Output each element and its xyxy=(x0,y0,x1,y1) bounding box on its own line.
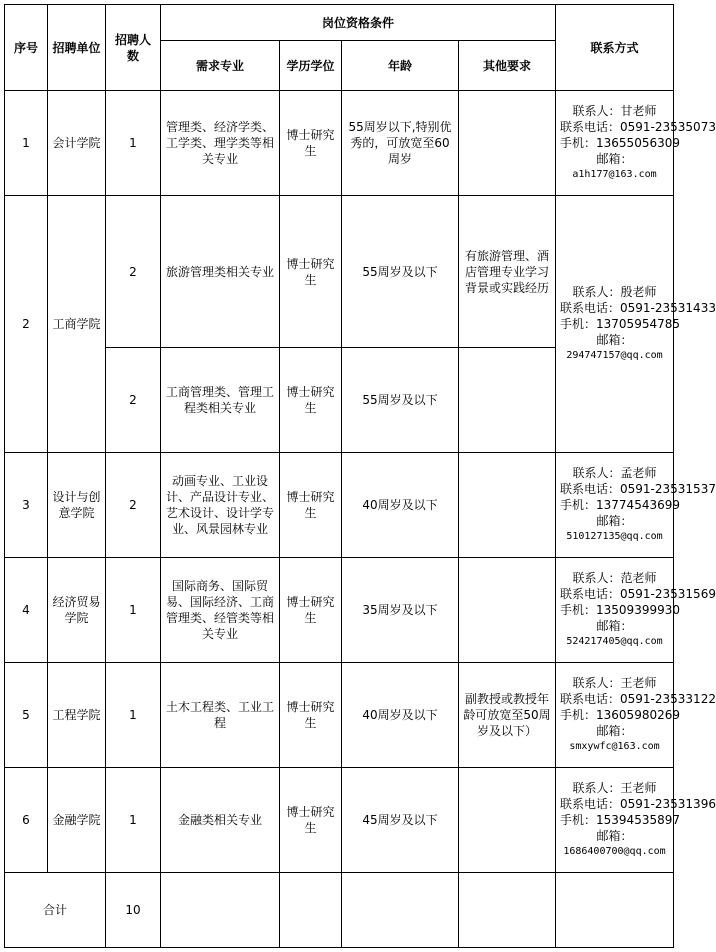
table-row xyxy=(5,196,674,348)
header-seq: 序号 xyxy=(5,5,48,91)
other-cell xyxy=(459,558,556,663)
contact-cell xyxy=(556,558,716,663)
empty-cell xyxy=(459,873,556,948)
major-cell: 国际商务、国际贸易、国际经济、工商管理类、经管类等相关专业 xyxy=(161,558,280,663)
unit-cell: 设计与创意学院 xyxy=(48,453,106,558)
contact-email: 1686400700@qq.com xyxy=(563,846,666,857)
total-count: 10 xyxy=(106,873,161,948)
count-cell: 2 xyxy=(106,348,161,453)
contact-phone: 联系电话：0591-23533122 xyxy=(560,692,716,706)
contact-phone: 联系电话：0591-23535073 xyxy=(560,120,716,134)
degree-cell: 博士研究生 xyxy=(280,91,342,196)
contact-email: smxywfc@163.com xyxy=(569,741,660,752)
total-row xyxy=(5,873,674,948)
count-cell: 1 xyxy=(106,91,161,196)
age-cell: 55周岁及以下 xyxy=(342,348,459,453)
contact-person: 联系人：王老师 xyxy=(572,676,657,690)
seq-cell: 4 xyxy=(5,558,48,663)
major-cell: 管理类、经济学类、工学类、理学类等相关专业 xyxy=(161,91,280,196)
degree-cell: 博士研究生 xyxy=(280,196,342,348)
seq-cell: 2 xyxy=(5,196,48,453)
header-major: 需求专业 xyxy=(161,41,280,91)
contact-email: 510127135@qq.com xyxy=(566,531,663,542)
age-cell: 35周岁及以下 xyxy=(342,558,459,663)
contact-person: 联系人：范老师 xyxy=(572,571,657,585)
table-row xyxy=(5,558,674,663)
degree-cell: 博士研究生 xyxy=(280,663,342,768)
header-other: 其他要求 xyxy=(459,41,556,91)
major-cell: 土木工程类、工业工程 xyxy=(161,663,280,768)
empty-cell xyxy=(556,873,674,948)
table-row xyxy=(5,663,674,768)
unit-cell: 会计学院 xyxy=(48,91,106,196)
count-cell: 1 xyxy=(106,558,161,663)
recruitment-table xyxy=(4,4,716,948)
contact-person: 联系人：王老师 xyxy=(572,781,657,795)
table-row xyxy=(5,453,674,558)
contact-email: a1h177@163.com xyxy=(572,169,657,180)
empty-cell xyxy=(161,873,280,948)
contact-email: 294747157@qq.com xyxy=(566,350,663,361)
age-cell: 55周岁以下,特别优秀的，可放宽至60周岁 xyxy=(342,91,459,196)
contact-cell xyxy=(556,663,716,768)
total-label: 合计 xyxy=(5,873,106,948)
contact-phone: 联系电话：0591-23531569 xyxy=(560,587,716,601)
contact-email-label: 邮箱： xyxy=(596,152,633,166)
contact-person: 联系人：甘老师 xyxy=(572,104,657,118)
contact-person: 联系人：孟老师 xyxy=(572,466,657,480)
unit-cell: 金融学院 xyxy=(48,768,106,873)
age-cell: 55周岁及以下 xyxy=(342,196,459,348)
unit-cell: 工商学院 xyxy=(48,196,106,453)
major-cell: 旅游管理类相关专业 xyxy=(161,196,280,348)
seq-cell: 6 xyxy=(5,768,48,873)
contact-mobile: 手机：13705954785 xyxy=(560,317,680,331)
empty-cell xyxy=(280,873,342,948)
contact-email-label: 邮箱： xyxy=(596,724,633,738)
unit-cell: 经济贸易学院 xyxy=(48,558,106,663)
contact-email-label: 邮箱： xyxy=(596,619,633,633)
other-cell xyxy=(459,348,556,453)
contact-mobile: 手机：15394535897 xyxy=(560,813,680,827)
other-cell: 有旅游管理、酒店管理专业学习背景或实践经历 xyxy=(459,196,556,348)
seq-cell: 1 xyxy=(5,91,48,196)
contact-mobile: 手机：13774543699 xyxy=(560,498,680,512)
contact-person: 联系人：殷老师 xyxy=(572,285,657,299)
table-row xyxy=(5,91,674,196)
header-row-1 xyxy=(5,5,674,41)
contact-phone: 联系电话：0591-23531396 xyxy=(560,797,716,811)
other-cell: 副教授或教授年龄可放宽至50周岁及以下） xyxy=(459,663,556,768)
contact-email: 524217405@qq.com xyxy=(566,636,663,647)
count-cell: 1 xyxy=(106,663,161,768)
contact-phone: 联系电话：0591-23531433 xyxy=(560,301,716,315)
contact-email-label: 邮箱： xyxy=(596,333,633,347)
contact-email-label: 邮箱： xyxy=(596,514,633,528)
degree-cell: 博士研究生 xyxy=(280,348,342,453)
contact-phone: 联系电话：0591-23531537 xyxy=(560,482,716,496)
unit-cell: 工程学院 xyxy=(48,663,106,768)
degree-cell: 博士研究生 xyxy=(280,453,342,558)
contact-cell xyxy=(556,453,716,558)
contact-mobile: 手机：13605980269 xyxy=(560,708,680,722)
header-degree: 学历学位 xyxy=(280,41,342,91)
contact-cell xyxy=(556,196,716,453)
other-cell xyxy=(459,453,556,558)
table-row xyxy=(5,768,674,873)
seq-cell: 5 xyxy=(5,663,48,768)
major-cell: 动画专业、工业设计、产品设计专业、艺术设计、设计学专业、风景园林专业 xyxy=(161,453,280,558)
other-cell xyxy=(459,768,556,873)
header-unit: 招聘单位 xyxy=(48,5,106,91)
age-cell: 40周岁及以下 xyxy=(342,453,459,558)
contact-cell xyxy=(556,768,716,873)
contact-email-label: 邮箱： xyxy=(596,829,633,843)
header-age: 年龄 xyxy=(342,41,459,91)
degree-cell: 博士研究生 xyxy=(280,558,342,663)
age-cell: 40周岁及以下 xyxy=(342,663,459,768)
count-cell: 2 xyxy=(106,196,161,348)
count-cell: 2 xyxy=(106,453,161,558)
seq-cell: 3 xyxy=(5,453,48,558)
count-cell: 1 xyxy=(106,768,161,873)
other-cell xyxy=(459,91,556,196)
major-cell: 金融类相关专业 xyxy=(161,768,280,873)
header-contact: 联系方式 xyxy=(556,5,674,91)
contact-mobile: 手机：13655056309 xyxy=(560,136,680,150)
contact-cell xyxy=(556,91,716,196)
degree-cell: 博士研究生 xyxy=(280,768,342,873)
contact-mobile: 手机：13509399930 xyxy=(560,603,680,617)
header-qualifications: 岗位资格条件 xyxy=(161,5,556,41)
header-count: 招聘人数 xyxy=(106,5,161,91)
empty-cell xyxy=(342,873,459,948)
age-cell: 45周岁及以下 xyxy=(342,768,459,873)
major-cell: 工商管理类、管理工程类相关专业 xyxy=(161,348,280,453)
